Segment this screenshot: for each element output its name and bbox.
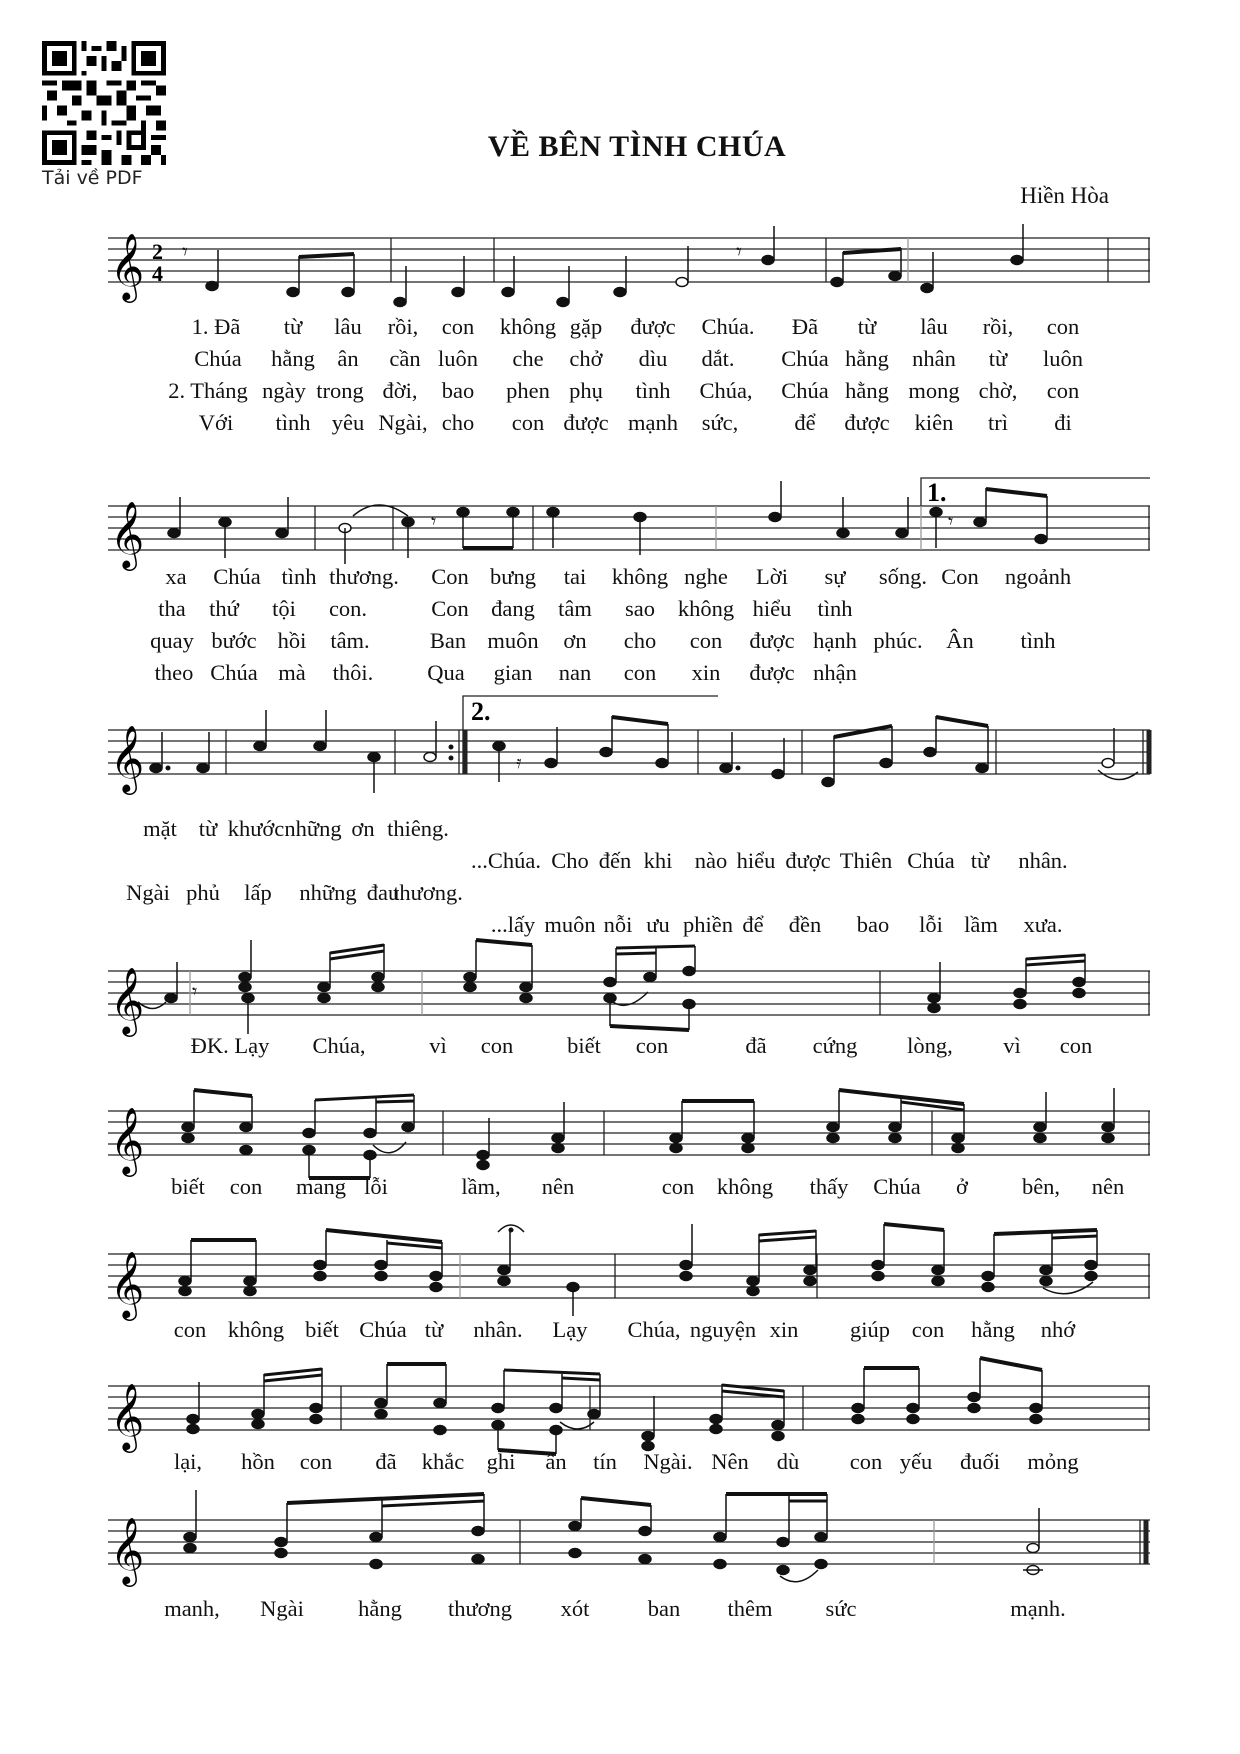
lyric-verse-1b: Chúa hằng ân cần luôn che chở dìu dắt. Chúa hằng nhân từ luôn [194,346,1084,371]
lyric-refrain-3: con không biết Chúa từ nhân. Lạy Chúa, nguyện xin giúp con hằng nhớ [173,1317,1076,1342]
lyric-refrain-1: ĐK. Lạy Chúa, vì con biết con đã cứng lòng, vì con [190,1033,1093,1058]
staff-6 [108,1220,1150,1320]
staff-7 [108,1356,1150,1456]
treble-clef-icon: 𝄞 [110,968,145,1033]
volta-2-label: 2. [471,697,491,726]
lyric-refrain-2: biết con mang lỗi lầm, nên con không thấy Chúa ở bên, nên [171,1174,1125,1199]
lyric-verse-2b: theo Chúa mà thôi. Qua gian nan con xin được nhận [154,660,857,685]
download-pdf-link[interactable]: Tải về PDF [42,167,143,189]
lyric-verse-2-ending: Ngài phủ lấp những đau thương. [126,880,463,905]
lyric-verse-2a: quay bước hồi tâm. Ban muôn ơn cho con được hạnh phúc. Ân tình [150,628,1056,653]
lyric-verse-1a: xa Chúa tình thương. Con bưng tai không nghe Lời sự sống. Con ngoảnh [165,564,1072,589]
volta-1-label: 1. [927,478,947,507]
staff-2 [108,476,1150,567]
lyric-verse-2-second-ending: ...lấy muôn nỗi ưu phiền để đền bao lỗi lầm xưa. [490,912,1063,937]
lyric-verse-2b: Với tình yêu Ngài, cho con được mạnh sức, để được kiên trì đi [198,410,1072,435]
svg-text:𝄿: 𝄿 [516,752,522,772]
lyric-verse-1-ending: mặt từ khước những ơn thiêng. [143,816,449,841]
svg-text:𝄾: 𝄾 [182,239,188,264]
treble-clef-icon: 𝄞 [110,1518,145,1583]
treble-clef-icon: 𝄞 [110,502,145,567]
staff-5 [108,1080,1150,1180]
lyric-verse-1-second-ending: ...Chúa. Cho đến khi nào hiểu được Thiên Chúa từ nhân. [471,848,1068,873]
staff-3 [108,688,1150,791]
staff-4 [108,940,1150,1040]
svg-text:2: 2 [152,239,163,264]
treble-clef-icon: 𝄞 [110,1108,145,1173]
lyric-refrain-5: manh, Ngài hằng thương xót ban thêm sức mạnh. [164,1596,1066,1621]
treble-clef-icon: 𝄞 [110,1384,145,1449]
svg-text:𝄾: 𝄾 [948,511,954,533]
treble-clef-icon: 𝄞 [110,234,145,299]
svg-text:𝄾: 𝄾 [736,239,742,264]
lyric-verse-1a: 1. Đã từ lâu rồi, con không gặp được Chúa. Đã từ lâu rồi, con [191,314,1080,339]
treble-clef-icon: 𝄞 [110,726,145,791]
lyric-refrain-4: lại, hồn con đã khắc ghi ấn tín Ngài. Nên dù con yếu đuối mỏng [173,1449,1079,1474]
treble-clef-icon: 𝄞 [110,1252,145,1317]
svg-text:𝄾: 𝄾 [431,511,437,533]
svg-text:𝄾: 𝄾 [192,981,198,1003]
staff-1 [108,226,1150,299]
song-title: VỀ BÊN TÌNH CHÚA [487,130,787,163]
composer-name: Hiền Hòa [1020,183,1109,208]
staff-8 [108,1490,1150,1590]
lyric-verse-1b: tha thứ tội con. Con đang tâm sao không hiểu tình [158,596,853,621]
lyric-verse-2a: 2. Tháng ngày trong đời, bao phen phụ tình Chúa, Chúa hằng mong chờ, con [168,378,1080,403]
svg-text:4: 4 [152,261,163,286]
